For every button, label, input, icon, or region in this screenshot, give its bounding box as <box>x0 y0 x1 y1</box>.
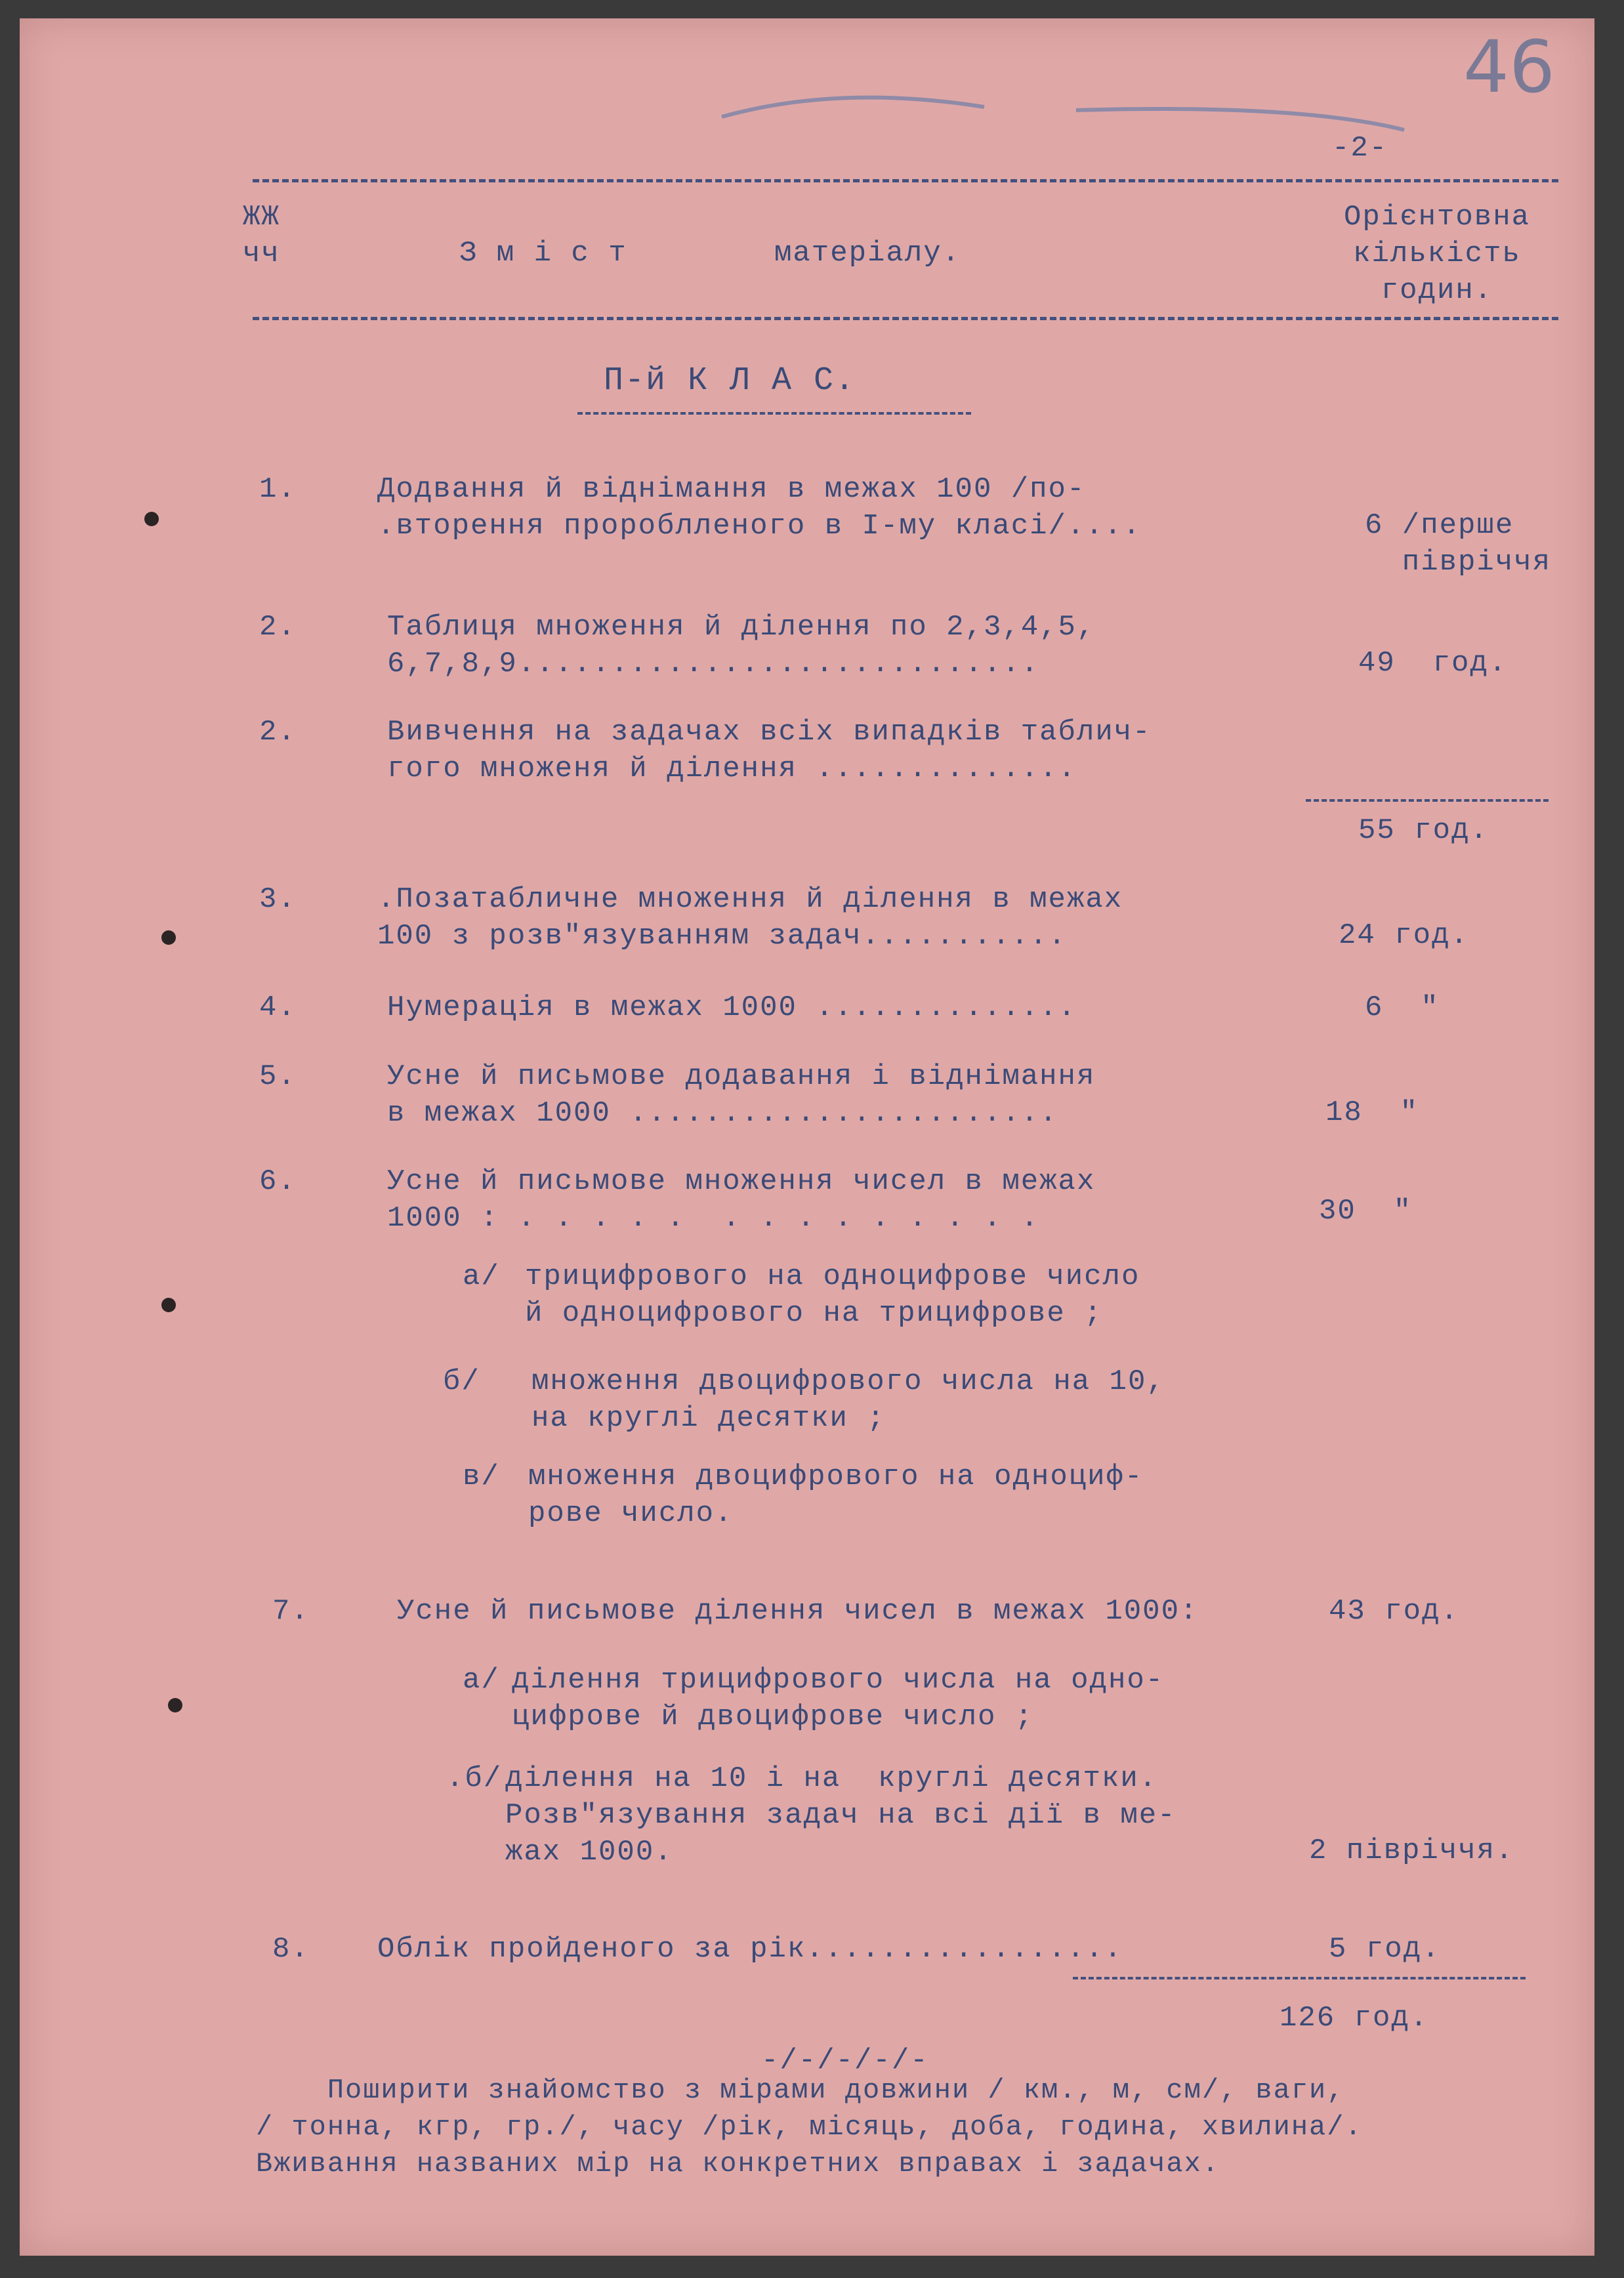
item-number: 8. <box>272 1933 310 1966</box>
item-text: .Позатабличне множення й ділення в межах 100 з розв"язуванням задач........... <box>377 883 1123 953</box>
section-title-underline <box>577 412 971 415</box>
page-number: -2- <box>1332 132 1388 165</box>
item-hours: 6 " <box>1365 991 1440 1024</box>
half-year-label: 2 півріччя. <box>1309 1834 1514 1867</box>
item-text: Усне й письмове множення чисел в межах 1000 : . . . . . . . . . . . . . . <box>387 1165 1096 1235</box>
item-text: Усне й письмове ділення чисел в межах 1000: <box>397 1595 1199 1628</box>
document-sheet <box>20 18 1594 2256</box>
subtotal-rule <box>1306 799 1549 802</box>
item-hours: 18 " <box>1325 1096 1419 1129</box>
total-rule <box>1073 1977 1526 1979</box>
item-text: Таблиця множення й ділення по 2,3,4,5, 6,7,8,9............................ <box>387 611 1096 680</box>
subitem-text: множення двоцифрового на одноциф- рове число. <box>528 1460 1144 1530</box>
binding-hole <box>161 1298 176 1312</box>
item-text: Нумерація в межах 1000 .............. <box>387 991 1077 1024</box>
subitem-text: множення двоцифрового числа на 10, на круглі десятки ; <box>531 1365 1165 1435</box>
subitem-label: .б/ <box>446 1762 503 1795</box>
pencil-stroke <box>709 71 1430 150</box>
item-text: Облік пройденого за рік................. <box>377 1933 1123 1966</box>
item-number: 6. <box>259 1165 297 1198</box>
total-hours: 126 год. <box>1280 2002 1429 2035</box>
item-number: 4. <box>259 991 297 1024</box>
binding-hole <box>168 1698 182 1712</box>
item-hours: 49 год. <box>1358 647 1508 680</box>
item-hours: 30 " <box>1319 1195 1413 1228</box>
subitem-text: трицифрового на одноцифрове число й одноцифрового на трицифрове ; <box>525 1260 1140 1330</box>
item-hours: 5 год. <box>1329 1933 1441 1966</box>
subtotal-hours: 55 год. <box>1358 814 1489 847</box>
separator: -/-/-/-/- <box>761 2044 929 2077</box>
binding-hole <box>144 512 159 526</box>
item-text: Додвання й віднімання в межах 100 /по- .вторення пророблленого в І-му класі/.... <box>377 473 1142 543</box>
header-bottom-rule <box>253 317 1558 320</box>
header-top-rule <box>253 179 1558 182</box>
binding-hole <box>161 930 176 945</box>
item-hours: 43 год. <box>1329 1595 1459 1628</box>
footer-note: Поширити знайомство з мірами довжини / км., м, см/, ваги, / тонна, кгр, гр./, часу /рік, місяць, доба, година, хвилина/. Вживання названих мір на конкретних вправах і задачах. <box>256 2075 1363 2180</box>
subitem-label: б/ <box>443 1365 480 1398</box>
subitem-label: в/ <box>463 1460 500 1493</box>
item-hours: 6 /перше півріччя <box>1365 509 1552 579</box>
item-text: Вивчення на задачах всіх випадків таблич- гого множеня й ділення .............. <box>387 716 1152 785</box>
item-number: 1. <box>259 473 297 506</box>
item-number: 7. <box>272 1595 310 1628</box>
col-content-header-a: З м і с т <box>459 237 627 270</box>
item-number: 2. <box>259 716 297 749</box>
subitem-text: ділення трицифрового числа на одно- цифрове й двоцифрове число ; <box>512 1664 1165 1733</box>
col-hours-header: Орієнтовна кількість годин. <box>1343 201 1531 307</box>
subitem-label: а/ <box>463 1260 500 1293</box>
col-content-header-b: матеріалу. <box>774 237 961 270</box>
item-number: 2. <box>259 611 297 644</box>
pencil-page-number: 46 <box>1463 25 1555 109</box>
col-number-header: ЖЖ чч <box>243 201 280 270</box>
item-hours: 24 год. <box>1339 919 1469 952</box>
subitem-label: а/ <box>463 1664 500 1697</box>
item-text: Усне й письмове додавання і віднімання в межах 1000 ....................... <box>387 1060 1096 1130</box>
item-number: 3. <box>259 883 297 916</box>
item-number: 5. <box>259 1060 297 1093</box>
section-title: П-й К Л А С. <box>604 362 856 400</box>
subitem-text: ділення на 10 і на круглі десятки. Розв"язування задач на всі дії в ме- жах 1000. <box>505 1762 1176 1869</box>
